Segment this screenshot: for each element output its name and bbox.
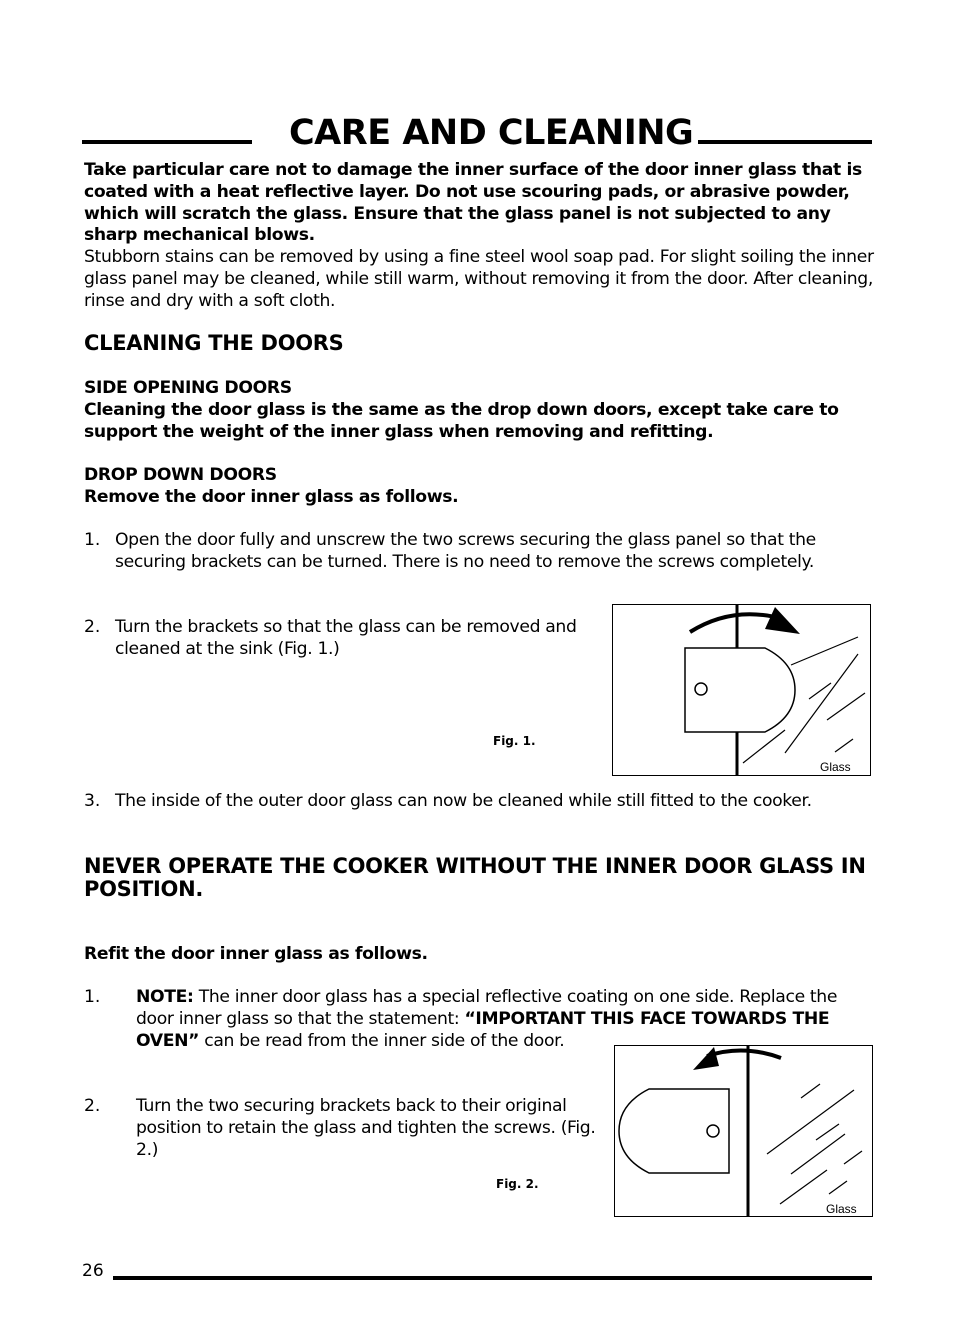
page-number: 26 [82,1261,104,1281]
page-title: CARE AND CLEANING [289,113,694,153]
drop-down-heading: DROP DOWN DOORS [84,465,277,485]
side-opening-heading: SIDE OPENING DOORS [84,378,292,398]
title-rule-right [698,140,872,144]
fig-2-label: Fig. 2. [496,1177,539,1191]
figure-2-drawing [615,1046,872,1216]
cleaning-doors-heading: CLEANING THE DOORS [84,331,344,355]
fig-1-label: Fig. 1. [493,734,536,748]
title-rule-left [82,140,252,144]
step-3-text: The inside of the outer door glass can now be cleaned while still fitted to the cooker. [115,791,812,811]
refit-step-1-text-b: can be read from the inner side of the door. [199,1030,565,1051]
intro-body: Stubborn stains can be removed by using a fine steel wool soap pad. For slight soiling the inner glass panel may be cleaned, while still warm, without removing it from the door. After cleaning, rinse and dry with a soft cloth. [84,247,874,311]
footer-rule [113,1276,872,1280]
step-2-text: Turn the brackets so that the glass can be removed and cleaned at the sink (Fig. 1.) [115,617,577,659]
step-1-number: 1. [84,530,101,550]
figure-2 [614,1045,873,1217]
fig-1-glass-label: Glass [820,760,851,774]
intro-warning: Take particular care not to damage the inner surface of the door inner glass that is coated with a heat reflective layer. Do not use scouring pads, or abrasive powder, which will scratch the glass. Ensure that the glass panel is not subjected to any sharp mechanical blows. [84,160,862,246]
figure-1-drawing [613,605,870,775]
step-2-number: 2. [84,617,101,637]
refit-step-1-quote: “IMPORTANT THIS FACE TOWARDS THE OVEN” [136,1008,830,1051]
never-operate-warning: NEVER OPERATE THE COOKER WITHOUT THE INNER DOOR GLASS IN POSITION. [84,854,866,901]
refit-step-2-number: 2. [84,1096,101,1116]
refit-heading: Refit the door inner glass as follows. [84,944,428,964]
drop-down-text: Remove the door inner glass as follows. [84,487,459,507]
refit-step-2-text: Turn the two securing brackets back to their original position to retain the glass and tighten the screws. (Fig. 2.) [136,1096,596,1160]
refit-step-1-number: 1. [84,987,101,1007]
refit-step-1-text-a: The inner door glass has a special reflective coating on one side. Replace the door inner glass so that the statement: [136,987,838,1029]
figure-1 [612,604,871,776]
fig-2-glass-label: Glass [826,1202,857,1216]
refit-step-1-note: NOTE: [136,987,194,1007]
step-3-number: 3. [84,791,101,811]
refit-step-1-text [136,987,876,1052]
step-1-text: Open the door fully and unscrew the two screws securing the glass panel so that the securing brackets can be turned. There is no need to remove the screws completely. [115,530,816,572]
side-opening-text: Cleaning the door glass is the same as the drop down doors, except take care to support the weight of the inner glass when removing and refitting. [84,400,839,442]
